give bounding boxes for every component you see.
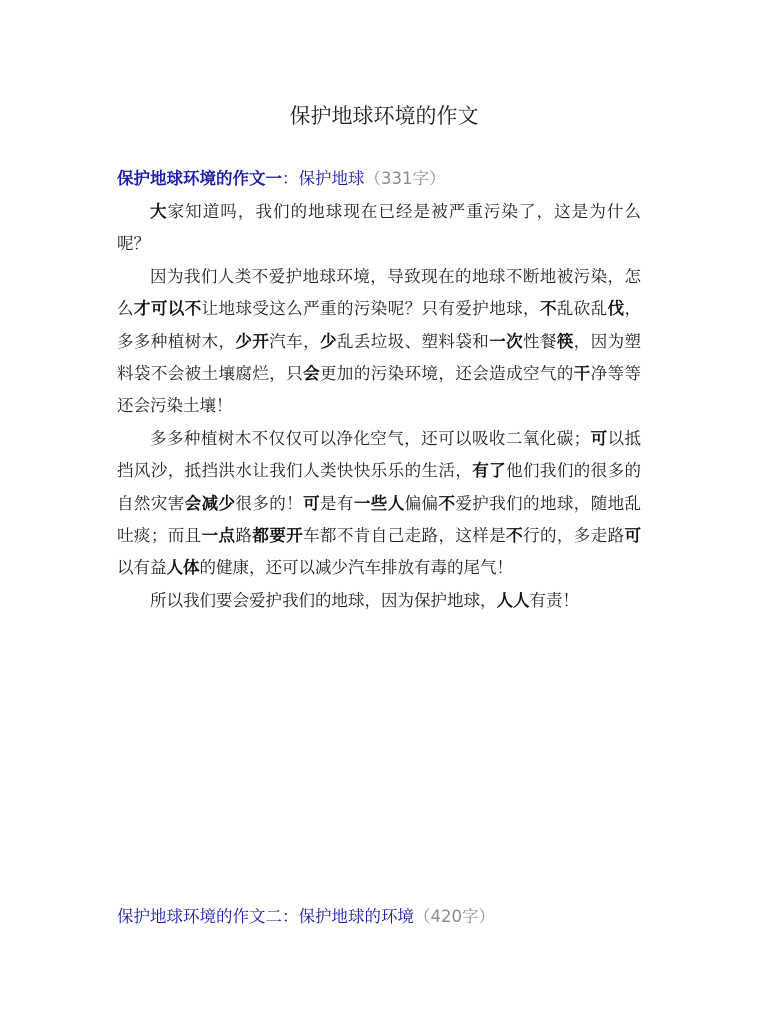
bold-text-run: 可 <box>624 526 642 546</box>
section-word-count: （331字） <box>364 169 446 188</box>
text-run: 因为我们人类不爱护地球环境，导致现在的地球不断地被污染，怎么 <box>117 266 641 319</box>
bold-text-run: 都要开 <box>252 526 304 546</box>
section-heading-subtitle: 保护地球的环境 <box>298 907 414 926</box>
text-run: 有责！ <box>529 590 579 610</box>
section-heading-two <box>117 904 495 930</box>
text-run: 很多的！ <box>235 493 304 513</box>
section-heading-separator: ： <box>282 169 299 188</box>
bold-text-run: 才 <box>133 299 151 319</box>
bold-text-run: 一次 <box>489 331 524 351</box>
bold-text-run: 可以 <box>150 299 185 319</box>
bold-text-run: 不 <box>506 526 524 546</box>
text-run: 偏偏 <box>404 493 439 513</box>
bold-text-run: 筷 <box>556 331 574 351</box>
bold-text-run: 可 <box>590 428 608 448</box>
text-run: 汽车， <box>269 331 321 351</box>
bold-text-run: 不 <box>438 493 456 513</box>
text-run: 路 <box>235 526 253 546</box>
essay-paragraph <box>117 423 641 585</box>
text-run: 车都不肯自己走路，这样是 <box>303 526 507 546</box>
bold-text-run: 少开 <box>235 331 270 351</box>
text-run: 的健康，还可以减少汽车排放有毒的尾气！ <box>199 558 513 578</box>
bold-text-run: 人体 <box>166 558 200 578</box>
section-heading-main: 保护地球环境的作文二 <box>117 907 282 926</box>
bold-text-run: 少 <box>320 331 337 351</box>
bold-text-run: 伐 <box>607 299 625 319</box>
bold-text-run: 干 <box>573 364 591 384</box>
text-run: 性餐 <box>523 331 557 351</box>
bold-text-run: 一些人 <box>353 493 405 513</box>
text-run: ，因为塑料袋不会被土壤腐烂，只 <box>117 331 642 384</box>
text-run: 行的，多走路 <box>523 526 625 546</box>
bold-text-run: 人人 <box>496 590 530 610</box>
document-title: 保护地球环境的作文 <box>289 104 479 128</box>
text-run: 让地球受这么严重的污染呢？只有爱护地球， <box>201 299 540 319</box>
bold-text-run: 不 <box>539 299 557 319</box>
text-run: 是有 <box>320 493 354 513</box>
text-run: 更加的污染环境，还会造成空气的 <box>320 364 574 384</box>
bold-text-run: 不 <box>184 299 202 319</box>
section-word-count: （420字） <box>414 907 495 926</box>
bold-text-run: 可 <box>303 493 321 513</box>
text-run: 爱护我们的地球，随地乱吐痰；而且 <box>117 493 642 546</box>
text-run: 净等等还会污染土壤！ <box>117 364 642 416</box>
bold-text-run: 一点 <box>201 526 236 546</box>
section-heading-one <box>117 166 446 192</box>
essay-paragraph <box>117 196 641 261</box>
bold-text-run: 会减少 <box>184 493 236 513</box>
section-heading-main: 保护地球环境的作文一 <box>117 169 282 188</box>
section-heading-subtitle: 保护地球 <box>298 169 365 188</box>
section-heading-separator: ： <box>282 907 299 926</box>
bold-text-run: 有了 <box>472 461 507 481</box>
text-run: 所以我们要会爱护我们的地球，因为保护地球， <box>150 590 497 610</box>
text-run: 乱丢垃圾、塑料袋和 <box>336 331 490 351</box>
essay-paragraph <box>117 261 641 423</box>
text-run: 以抵挡风沙，抵挡洪水让我们人类快快乐乐的生活， <box>117 428 642 481</box>
essay-body <box>117 196 641 617</box>
text-run: 多多种植树木不仅仅可以净化空气，还可以吸收二氧化碳； <box>150 428 591 448</box>
essay-paragraph <box>117 585 641 617</box>
bold-text-run: 大 <box>150 202 168 221</box>
text-run: 以有益 <box>117 558 167 578</box>
bold-text-run: 会 <box>303 364 321 384</box>
text-run: 他们我们的很多的自然灾害 <box>117 461 642 513</box>
text-run: 家知道吗，我们的地球现在已经是被严重污染了，这是为什么呢？ <box>117 202 642 254</box>
text-run: ，多多种植树木， <box>117 299 642 351</box>
text-run: 乱砍乱 <box>556 299 608 319</box>
